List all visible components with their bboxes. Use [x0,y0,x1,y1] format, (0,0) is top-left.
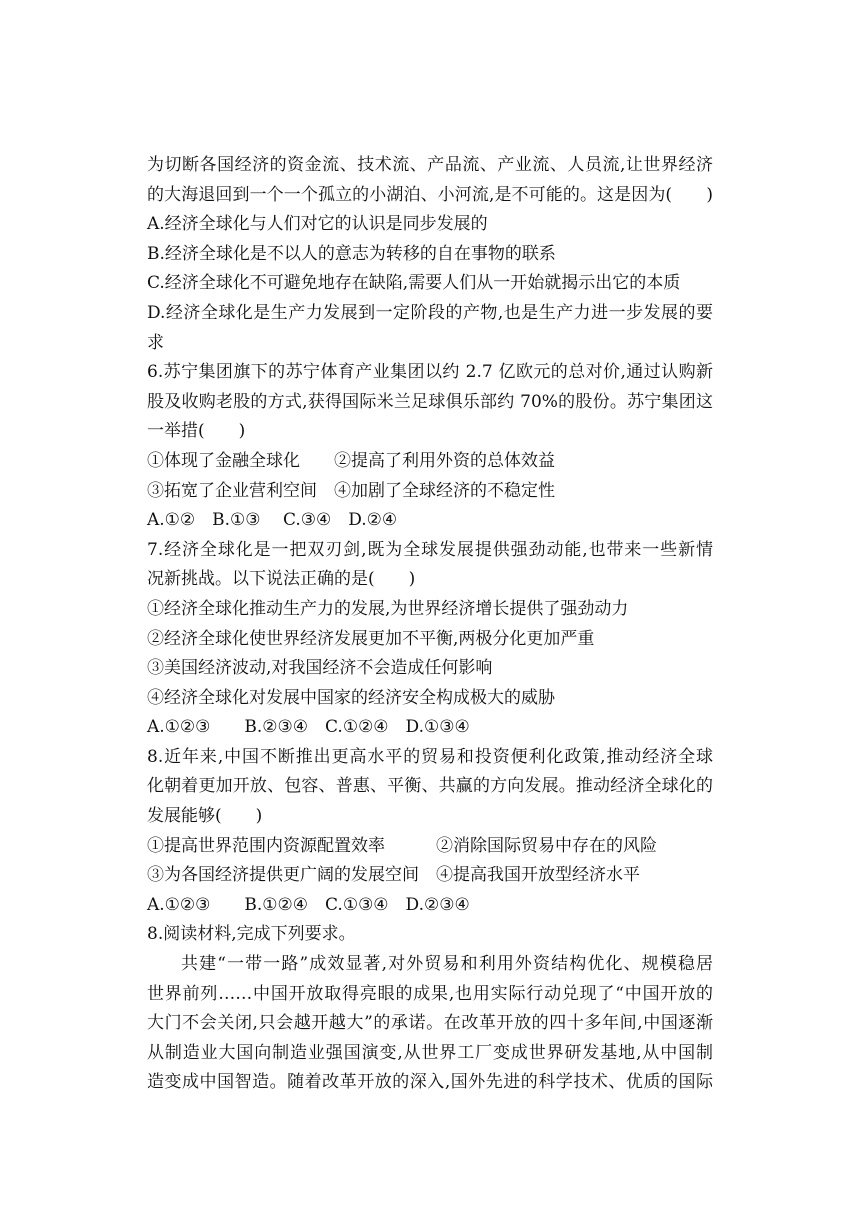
answer-options: A.①②③ B.①②④ C.①③④ D.②③④ [147,894,470,915]
statement-line: ④经济全球化对发展中国家的经济安全构成极大的威胁 [147,687,555,708]
material-line: 共建“一带一路”成效显著,对外贸易和利用外资结构优化、规模稳居 [181,954,713,975]
statement-line: ②经济全球化使世界经济发展更加不平衡,两极分化更加严重 [147,628,595,649]
question-8: 8.近年来,中国不断推出更高水平的贸易和投资便利化政策,推动经济全球 [147,746,713,767]
text-line: 一举措( ) [147,421,246,442]
option-c: C.经济全球化不可避免地存在缺陷,需要人们从一开始就揭示出它的本质 [147,273,681,294]
question-6: 6.苏宁集团旗下的苏宁体育产业集团以约 2.7 亿欧元的总对价,通过认购新 [147,362,713,383]
text-line: 求 [147,332,164,353]
option-b: B.经济全球化是不以人的意志为转移的自在事物的联系 [147,243,556,264]
question-8-reading: 8.阅读材料,完成下列要求。 [147,924,356,945]
statement-line: ①体现了金融全球化 ②提高了利用外资的总体效益 [147,450,555,471]
document-page [147,151,713,1098]
text-line: 股及收购老股的方式,获得国际米兰足球俱乐部约 70%的股份。苏宁集团这 [147,391,713,412]
answer-options: A.①②③ B.②③④ C.①②④ D.①③④ [147,717,470,738]
material-line: 从制造业大国向制造业强国演变,从世界工厂变成世界研发基地,从中国制 [147,1042,713,1063]
material-line: 世界前列……中国开放取得亮眼的成果,也用实际行动兑现了“中国开放的 [147,983,713,1004]
text-line: 发展能够( ) [147,806,263,827]
material-line: 大门不会关闭,只会越开越大”的承诺。在改革开放的四十多年间,中国逐渐 [147,1013,713,1034]
option-a: A.经济全球化与人们对它的认识是同步发展的 [147,214,488,235]
text-line: 况新挑战。以下说法正确的是( ) [147,569,416,590]
material-line: 造变成中国智造。随着改革开放的深入,国外先进的科学技术、优质的国际 [147,1072,713,1093]
option-d: D.经济全球化是生产力发展到一定阶段的产物,也是生产力进一步发展的要 [147,302,713,323]
answer-options: A.①② B.①③ C.③④ D.②④ [147,510,398,531]
text-line: 化朝着更加开放、包容、普惠、平衡、共赢的方向发展。推动经济全球化的 [147,776,713,797]
text-line: 的大海退回到一个一个孤立的小湖泊、小河流,是不可能的。这是因为( ) [147,184,713,205]
statement-line: ③为各国经济提供更广阔的发展空间 ④提高我国开放型经济水平 [147,865,640,886]
text-line: 为切断各国经济的资金流、技术流、产品流、产业流、人员流,让世界经济 [147,155,713,175]
statement-line: ③拓宽了企业营利空间 ④加剧了全球经济的不稳定性 [147,480,555,501]
statement-line: ③美国经济波动,对我国经济不会造成任何影响 [147,658,493,679]
question-7: 7.经济全球化是一把双刃剑,既为全球发展提供强劲动能,也带来一些新情 [147,539,713,560]
statement-line: ①经济全球化推动生产力的发展,为世界经济增长提供了强劲动力 [147,598,629,619]
statement-line: ①提高世界范围内资源配置效率 ②消除国际贸易中存在的风险 [147,835,657,856]
